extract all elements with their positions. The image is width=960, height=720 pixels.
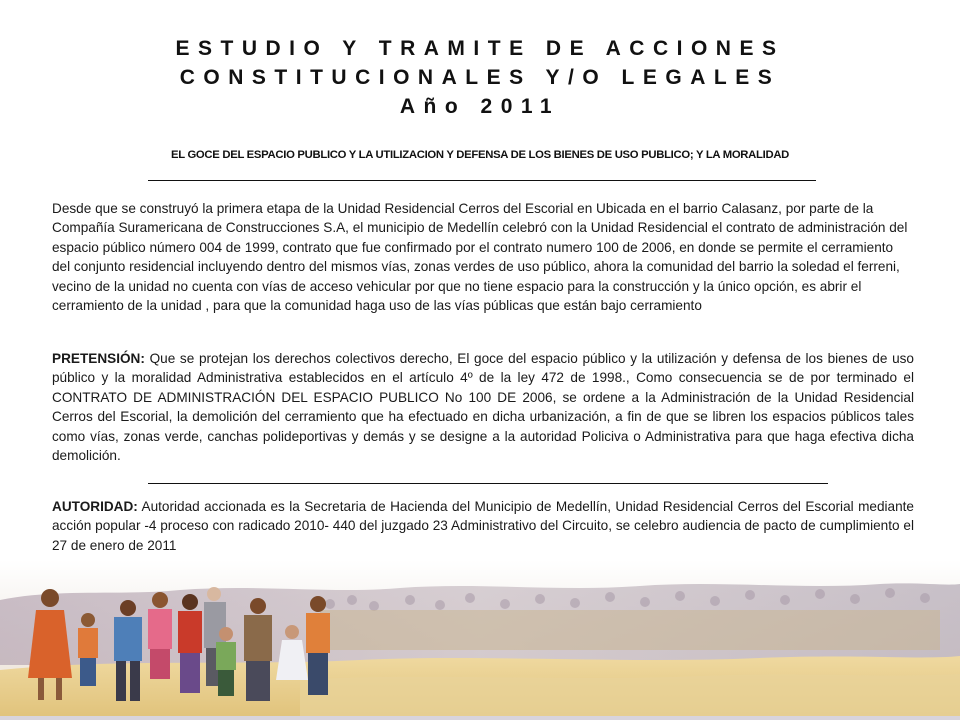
pretension-label: PRETENSIÓN:: [52, 351, 145, 366]
title-line-1: ESTUDIO Y TRAMITE DE ACCIONES: [175, 37, 785, 60]
autoridad-paragraph: [52, 497, 914, 555]
divider-top: [148, 180, 816, 181]
pretension-text: Que se protejan los derechos colectivos derecho, El goce del espacio público y la utilización y defensa de los bienes de uso público y la moralidad Administrativa establecidos en el artículo 4º de la ley 472 de 1998., Como consecuencia se de por terminado el CONTRATO DE ADMINISTRACIÓN DEL ESPACIO PUBLICO No 100 DE 2006, se ordene a la Administración de la Unidad Residencial Cerros del Escorial, la demolición del cerramiento que ha efectuado en dicha urbanización, a fin de que se libren los espacios públicos tales como vías, zonas verde, canchas polideportivas y demás y se designe a la autoridad Policiva o Administrativa para que haga efectiva dicha demolición.: [52, 351, 914, 464]
divider-middle: [148, 483, 828, 484]
pretension-paragraph: [52, 349, 914, 465]
autoridad-label: AUTORIDAD:: [52, 499, 138, 514]
crowd-of-people-illustration-icon: [0, 560, 960, 720]
intro-paragraph: Desde que se construyó la primera etapa de la Unidad Residencial Cerros del Escorial en Ubicada en el barrio Calasanz, por parte de la Compañía Suramericana de Construcciones S.A, el municipio de Medellín celebró con la Unidad Residencial el contrato de administración del espacio público número 004 de 1999, contrato que fue confirmado por el contrato numero 100 de 2006, en donde se permite el cerramiento del conjunto residencial incluyendo dentro del mismos vías, zonas verdes de uso público, ahora la comunidad del barrio la soledad el ferreni, vecino de la unidad no cuenta con vías de acceso vehicular por que no tiene espacio para la construcción y la único opción, es abrir el cerramiento de la unidad , para que la comunidad haga uso de las vías públicas que están bajo cerramiento: [52, 201, 908, 314]
title-line-3: Año 2011: [399, 95, 561, 118]
autoridad-text: Autoridad accionada es la Secretaria de Hacienda del Municipio de Medellín, Unidad Residencial Cerros del Escorial mediante acción popular -4 proceso con radicado 2010- 440 del juzgado 23 Administrativo del Circuito, se celebro audiencia de pacto de cumplimiento el 27 de enero de 2011: [52, 499, 914, 553]
title-line-2: CONSTITUCIONALES Y/O LEGALES: [179, 66, 781, 89]
section-subtitle: EL GOCE DEL ESPACIO PUBLICO Y LA UTILIZACION Y DEFENSA DE LOS BIENES DE USO PUBLICO; Y LA MORALIDAD: [170, 149, 790, 161]
page-title: [0, 34, 960, 121]
crowd-illustration: [0, 560, 960, 720]
